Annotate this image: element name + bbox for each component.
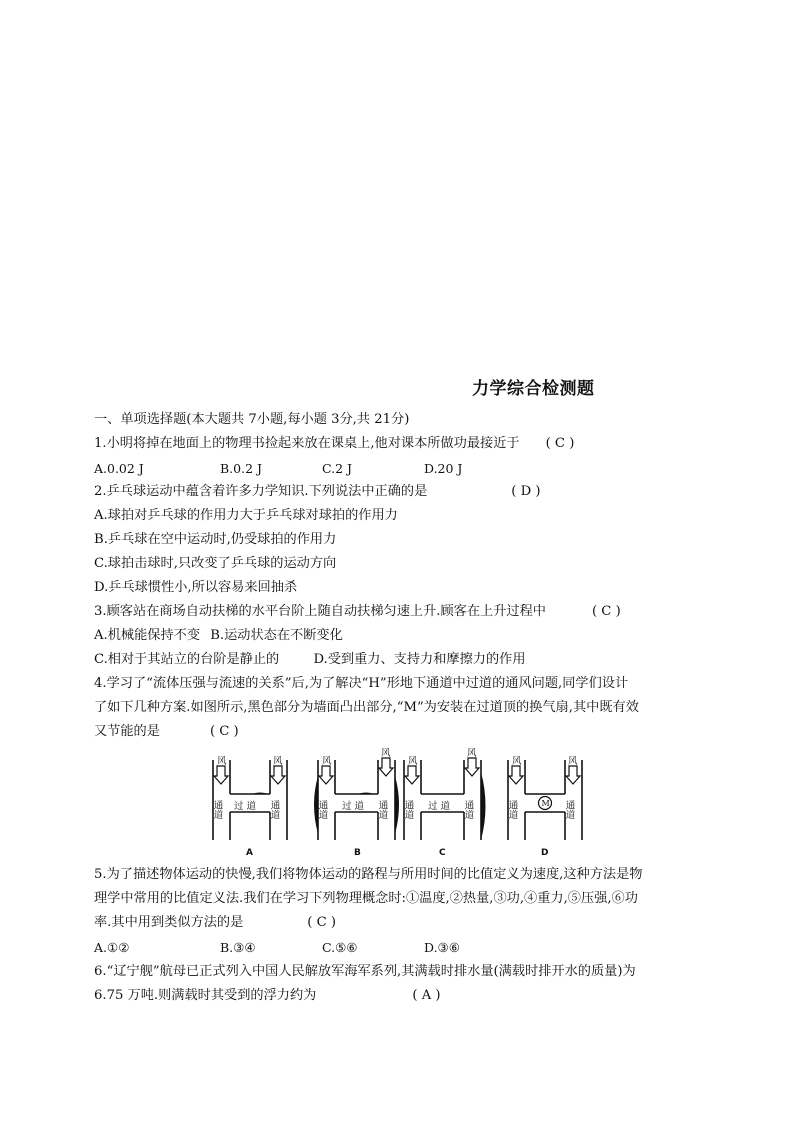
question-1-stem: 1.小明将掉在地面上的物理书捡起来放在课桌上,他对课本所做功最接近于 bbox=[94, 436, 520, 451]
q5-option-b: B.③④ bbox=[220, 940, 256, 955]
question-2-option-a: A.球拍对乒乓球的作用力大于乒乓球对球拍的作用力 bbox=[94, 508, 398, 523]
question-5-stem-end: 率.其中用到类似方法的是 bbox=[94, 915, 244, 930]
question-4-answer: ( C ) bbox=[209, 724, 239, 739]
passage-label-b2: 通道 bbox=[376, 800, 388, 819]
option-a: A.0.02 J bbox=[94, 461, 144, 476]
section-heading: 一、单项选择题(本大题共 7小题,每小题 3分,共 21分) bbox=[94, 412, 410, 427]
question-5-line-1: 5.为了描述物体运动的快慢,我们将物体运动的路程与所用时间的比值定义为速度,这种方法是物 bbox=[94, 867, 643, 882]
passage-label-b1: 通道 bbox=[316, 800, 328, 819]
corridor-label-b: 过 道 bbox=[342, 801, 365, 812]
panel-c bbox=[404, 758, 486, 840]
panel-label-b: B bbox=[354, 848, 361, 858]
question-3-answer: ( C ) bbox=[591, 604, 621, 619]
ventilation-diagram bbox=[208, 748, 594, 858]
q5-option-a: A.①② bbox=[94, 940, 130, 955]
question-4-line-1: 4.学习了“流体压强与流速的关系”后,为了解决“H”形地下通道中过道的通风问题,同学们设计 bbox=[94, 676, 629, 691]
passage-label-d2: 通道 bbox=[563, 800, 575, 819]
question-4-line-3 bbox=[94, 723, 239, 741]
option-b: B.0.2 J bbox=[220, 461, 263, 476]
question-2-answer: ( D ) bbox=[511, 484, 541, 499]
question-6-line-2 bbox=[94, 987, 441, 1005]
question-3-options-row1 bbox=[94, 627, 343, 645]
panel-label-c: C bbox=[439, 848, 446, 858]
question-5-answer: ( C ) bbox=[307, 915, 337, 930]
question-2-option-d: D.乒乓球惯性小,所以容易来回抽杀 bbox=[94, 580, 298, 595]
wind-label-b2: 风 bbox=[381, 748, 391, 759]
wind-label-a1: 风 bbox=[217, 756, 227, 767]
question-3-stem: 3.顾客站在商场自动扶梯的水平台阶上随自动扶梯匀速上升.顾客在上升过程中 bbox=[94, 604, 546, 619]
wind-label-a2: 风 bbox=[273, 756, 283, 767]
question-2-option-c: C.球拍击球时,只改变了乒乓球的运动方向 bbox=[94, 556, 337, 571]
passage-label-c2: 通道 bbox=[462, 800, 474, 819]
wind-label-d2: 风 bbox=[568, 756, 578, 767]
question-2-stem: 2.乒乓球运动中蕴含着许多力学知识.下列说法中正确的是 bbox=[94, 484, 428, 499]
question-3-options-row2 bbox=[94, 651, 526, 669]
question-5-line-3 bbox=[94, 914, 336, 932]
corridor-label-a: 过 道 bbox=[234, 801, 257, 812]
option-c: C.2 J bbox=[322, 461, 353, 476]
question-6-answer: ( A ) bbox=[412, 988, 441, 1003]
corridor-label-c: 过 道 bbox=[428, 801, 451, 812]
question-5-line-2: 理学中常用的比值定义法.我们在学习下列物理概念时:①温度,②热量,③功,④重力,⑤压强,⑥功 bbox=[94, 891, 638, 906]
question-6-line-1: 6.“辽宁舰”航母已正式列入中国人民解放军海军系列,其满载时排水量(满载时排开水的质量)为 bbox=[94, 964, 636, 979]
passage-label-c1: 通道 bbox=[402, 800, 414, 819]
question-4-line-2: 了如下几种方案.如图所示,黑色部分为墙面凸出部分,“M”为安装在过道顶的换气扇,其中既有效 bbox=[94, 700, 639, 715]
question-3-option-b: B.运动状态在不断变化 bbox=[210, 628, 343, 643]
question-4-stem-end: 又节能的是 bbox=[94, 724, 160, 739]
passage-label-a1: 通道 bbox=[211, 800, 223, 819]
option-d: D.20 J bbox=[424, 461, 463, 476]
question-2-option-b: B.乒乓球在空中运动时,仍受球拍的作用力 bbox=[94, 532, 337, 547]
passage-label-a2: 通道 bbox=[268, 800, 280, 819]
question-1 bbox=[94, 435, 574, 453]
passage-label-d1: 通道 bbox=[506, 800, 518, 819]
panel-label-a: A bbox=[246, 848, 253, 858]
wind-label-d1: 风 bbox=[512, 756, 522, 767]
q5-option-c: C.⑤⑥ bbox=[322, 940, 358, 955]
question-3-option-d: D.受到重力、支持力和摩擦力的作用 bbox=[313, 652, 526, 667]
panel-b bbox=[314, 758, 399, 840]
question-6-stem-end: 6.75 万吨.则满载时其受到的浮力约为 bbox=[94, 988, 317, 1003]
question-1-answer: ( C ) bbox=[545, 436, 575, 451]
question-2 bbox=[94, 483, 541, 501]
question-3 bbox=[94, 603, 621, 621]
question-3-option-c: C.相对于其站立的台阶是静止的 bbox=[94, 652, 280, 667]
ventilation-figure bbox=[208, 748, 594, 858]
q5-option-d: D.③⑥ bbox=[424, 940, 460, 955]
wind-label-c1: 风 bbox=[408, 756, 418, 767]
wind-label-b1: 风 bbox=[322, 756, 332, 767]
fan-label: M bbox=[541, 799, 550, 808]
panel-label-d: D bbox=[541, 848, 549, 858]
wind-label-c2: 风 bbox=[467, 748, 477, 759]
question-3-option-a: A.机械能保持不变 bbox=[94, 628, 201, 643]
page-title: 力学综合检测题 bbox=[472, 379, 595, 399]
